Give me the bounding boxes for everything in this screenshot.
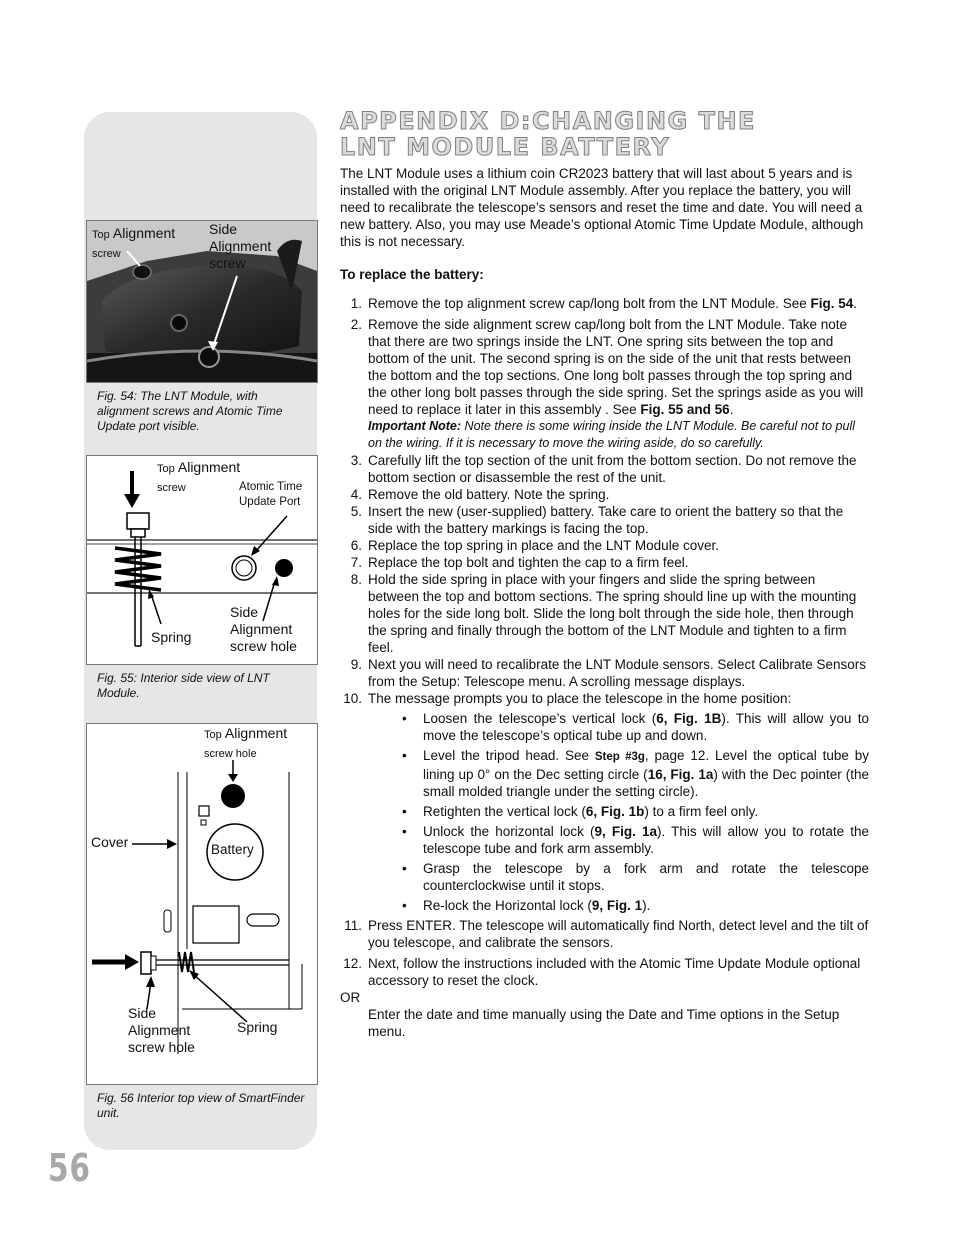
bullet-text: Grasp the telescope by a fork arm and rotate the telescope counterclockwise until it stops. xyxy=(423,861,869,893)
step-text: Replace the top spring in place and the LNT Module cover. xyxy=(368,538,719,553)
step-text: Remove the old battery. Note the spring. xyxy=(368,487,610,502)
list-item xyxy=(396,897,869,914)
fig56-battery-label: Battery xyxy=(211,842,254,857)
step-text: Next, follow the instructions included with the Atomic Time Update Module optional accessory to reset the clock. xyxy=(368,956,861,988)
step-text: Carefully lift the top section of the unit from the bottom section. Do not remove the bottom section or disassemble the rest of the unit. xyxy=(368,453,857,485)
step-number: 7. xyxy=(350,555,362,570)
step-text: Replace the top bolt and tighten the cap to a firm feel. xyxy=(368,555,689,570)
page-title xyxy=(340,108,880,160)
bullet-text: Level the tripod head. See xyxy=(423,748,595,763)
step-5 xyxy=(340,503,869,537)
bullet-text: Loosen the telescope’s vertical lock ( xyxy=(423,711,657,726)
bullet-text: , page 12. Level the optical tube by lining up 0° on the Dec setting circle ( xyxy=(423,748,869,782)
step-ref: Step #3g xyxy=(594,751,645,763)
fig56-caption: Fig. 56 Interior top view of SmartFinder unit. xyxy=(97,1091,305,1120)
page-title-line1: APPENDIX D:CHANGING THE xyxy=(340,107,756,135)
fig-ref: Fig. 54 xyxy=(810,296,854,311)
step-number: 12. xyxy=(343,956,362,971)
step-3 xyxy=(340,452,869,486)
step-text: Remove the top alignment screw cap/long bolt from the LNT Module. See xyxy=(368,296,811,311)
fig55-side-label: Side Alignment screw hole xyxy=(230,604,297,654)
bullet-text: ). xyxy=(642,898,651,913)
fig54-side-label: Side Alignment screw xyxy=(209,221,272,271)
fig56-top-label xyxy=(204,725,287,763)
step-text: Press ENTER. The telescope will automatically find North, detect level and the tilt of you telescope, and calibrate the sensors. xyxy=(368,918,869,950)
step-number: 10. xyxy=(343,691,362,706)
figure-54 xyxy=(86,220,318,383)
step-number: 2. xyxy=(350,317,362,332)
main-content xyxy=(340,165,869,1040)
fig56-top-label-text: Alignment xyxy=(221,725,288,741)
step-text: . xyxy=(729,402,734,417)
steps-list xyxy=(340,295,869,989)
step-text: Next you will need to recalibrate the LNT Module sensors. Select Calibrate Sensors from the Setup: Telescope menu. A scrolling message displays. xyxy=(368,657,866,689)
step-number: 3. xyxy=(350,453,362,468)
step-text: Insert the new (user-supplied) battery. Take care to orient the battery so that the side with the battery markings is facing the top. xyxy=(368,504,844,536)
step-text: The message prompts you to place the telescope in the home position: xyxy=(368,691,792,706)
list-item xyxy=(396,803,869,820)
bullet-text: ) to a firm feel only. xyxy=(644,804,759,819)
fig56-side-label: Side Alignment screw hole xyxy=(128,1005,195,1055)
note-label: Important Note: xyxy=(368,419,462,433)
bullet-text: Unlock the horizontal lock ( xyxy=(423,824,595,839)
figure-56-diagram xyxy=(87,724,317,1084)
home-position-bullets xyxy=(368,710,869,914)
bullet-text: Re-lock the Horizontal lock ( xyxy=(423,898,592,913)
step-9 xyxy=(340,656,869,690)
list-item xyxy=(396,747,869,800)
figure-55 xyxy=(86,455,318,665)
bullet-text: ) with the Dec pointer (the small molded triangle under the setting circle). xyxy=(423,767,870,799)
step-number: 8. xyxy=(350,572,362,587)
fig54-caption: Fig. 54: The LNT Module, with alignment screws and Atomic Time Update port visible. xyxy=(97,389,283,433)
step-4 xyxy=(340,486,869,503)
fig-ref: 16, Fig. 1a xyxy=(647,767,714,782)
subhead: To replace the battery: xyxy=(340,267,484,282)
list-item xyxy=(396,823,869,857)
list-item xyxy=(396,710,869,744)
fig55-caption: Fig. 55: Interior side view of LNT Module. xyxy=(97,671,270,700)
step-6 xyxy=(340,537,869,554)
fig54-top-label-2: screw xyxy=(92,248,121,260)
fig55-port-label: Atomic Time Update Port xyxy=(239,481,303,508)
fig54-top-label xyxy=(92,225,175,263)
fig-ref: 6, Fig. 1b xyxy=(585,804,645,819)
fig56-top-label-small: Top xyxy=(204,729,222,741)
step-7 xyxy=(340,554,869,571)
step-text: Remove the side alignment screw cap/long bolt from the LNT Module. Take note that there are two springs inside the LNT. One spring sits between the top and bottom of the unit. The second spring is on the side of the unit that rests between the bottom and the top sections. One long bolt passes through the top spring and the other long bolt passes through the side spring. Set the springs aside as you will need to replace it later in this assembly . See xyxy=(368,317,864,417)
step-number: 5. xyxy=(350,504,362,519)
step-number: 1. xyxy=(350,296,362,311)
step-10 xyxy=(340,690,869,914)
fig56-cover-label: Cover xyxy=(91,834,129,850)
bullet-text: ). This will allow you to rotate the telescope tube and fork arm assembly. xyxy=(423,824,870,856)
fig56-spring-label: Spring xyxy=(237,1019,278,1035)
fig54-top-label-text: Alignment xyxy=(109,225,176,241)
figure-56 xyxy=(86,723,318,1085)
fig55-spring-label: Spring xyxy=(151,629,192,645)
step-number: 9. xyxy=(350,657,362,672)
fig56-top-label-2: screw hole xyxy=(204,748,257,760)
step-12 xyxy=(340,955,869,989)
step-text: Hold the side spring in place with your fingers and slide the spring between between the top and bottom sections. The spring should line up with the mounting holes for the side long bolt. Slide the long bolt through the side hole, then through the spring and finally through the bottom of the LNT Module and tighten to a firm feel. xyxy=(368,572,857,655)
fig-ref: 9, Fig. 1 xyxy=(591,898,643,913)
fig-ref: 6, Fig. 1B xyxy=(656,711,722,726)
bullet-text: Retighten the vertical lock ( xyxy=(423,804,586,819)
fig-ref: Fig. 55 and 56 xyxy=(640,402,730,417)
step-number: 11. xyxy=(344,918,362,933)
fig-ref: 9, Fig. 1a xyxy=(594,824,657,839)
bullet-text: ). This will allow you to move the telescope’s optical tube up and down. xyxy=(423,711,870,743)
important-note xyxy=(368,418,869,452)
step-11 xyxy=(340,917,869,951)
step-number: 4. xyxy=(350,487,362,502)
final-instruction: Enter the date and time manually using the Date and Time options in the Setup menu. xyxy=(368,1007,840,1039)
fig54-top-label-small: Top xyxy=(92,229,110,241)
note-text: Note there is some wiring inside the LNT Module. Be careful not to pull on the wiring. If it is necessary to move the wiring aside, do so carefully. xyxy=(368,419,856,450)
step-text: . xyxy=(853,296,858,311)
fig55-top-label xyxy=(157,459,240,497)
step-2 xyxy=(340,316,869,452)
fig55-top-label-text: Alignment xyxy=(174,459,241,475)
page-number: 56 xyxy=(48,1146,91,1190)
fig55-top-label-2: screw xyxy=(157,482,186,494)
step-number: 6. xyxy=(350,538,362,553)
fig55-top-label-small: Top xyxy=(157,463,175,475)
page-title-line2: LNT MODULE BATTERY xyxy=(340,133,671,161)
step-1 xyxy=(340,295,869,312)
intro-paragraph: The LNT Module uses a lithium coin CR2023 battery that will last about 5 years and is installed with the original LNT Module assembly. After you replace the battery, you will need to recalibrate the telescope’s sensors and reset the time and date. You will need a new battery. Also, you may use Meade’s optional Atomic Time Update Module, although this is not necessary. xyxy=(340,166,864,249)
or-text: OR xyxy=(340,990,361,1005)
list-item xyxy=(396,860,869,894)
step-8 xyxy=(340,571,869,656)
